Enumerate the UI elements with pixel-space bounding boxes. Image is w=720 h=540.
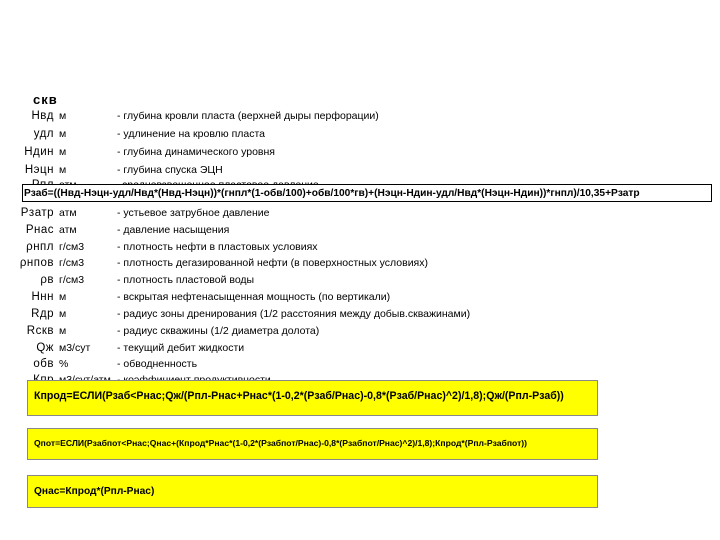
param-symbol: обв — [33, 358, 54, 370]
param-row-rho-v — [0, 272, 720, 289]
param-unit: м — [59, 110, 67, 122]
param-row-qzh — [0, 340, 720, 357]
param-unit: атм — [59, 224, 77, 236]
param-symbol: ρнпов — [19, 257, 54, 269]
param-symbol: ρнпл — [26, 241, 54, 253]
param-description: - глубина кровли пласта (верхней дыры перфорации) — [117, 110, 379, 122]
param-symbol: Рзатр — [20, 207, 54, 219]
param-row-obv — [0, 356, 720, 373]
param-row-rzatr — [0, 205, 720, 222]
param-symbol: Rскв — [26, 325, 54, 337]
param-unit: г/см3 — [59, 257, 85, 269]
formula-pzab: Рзаб=((Нвд-Нэцн-удл/Нвд*(Нвд-Нэцн))*(гнпл*(1-обв/100)+обв/100*гв)+(Нэцн-Ндин-удл/Нвд*(Нэцн-Ндин))*гнпл)/10,35+Рзатр — [22, 184, 712, 202]
param-description: - радиус скважины (1/2 диаметра долота) — [117, 325, 320, 337]
param-unit: м — [59, 146, 67, 158]
param-row-nnn — [0, 289, 720, 306]
param-unit: г/см3 — [59, 241, 85, 253]
param-symbol: Qж — [36, 342, 54, 354]
header-label: скв — [33, 92, 58, 107]
param-description: - плотность пластовой воды — [117, 274, 255, 286]
param-row-rho-npov — [0, 255, 720, 272]
param-description: - удлинение на кровлю пласта — [117, 128, 266, 140]
param-row-nvd — [0, 108, 720, 125]
param-unit: м — [59, 291, 67, 303]
param-symbol: Ннн — [31, 291, 54, 303]
param-unit: г/см3 — [59, 274, 85, 286]
param-symbol: Рнас — [25, 224, 54, 236]
param-row-ndin — [0, 144, 720, 161]
param-description: - текущий дебит жидкости — [117, 342, 245, 354]
param-symbol: Rдр — [31, 308, 54, 320]
param-unit: м — [59, 128, 67, 140]
param-row-udl — [0, 126, 720, 143]
param-description: - плотность нефти в пластовых условиях — [117, 241, 318, 253]
param-description: - устьевое затрубное давление — [117, 207, 270, 219]
param-row-rnas — [0, 222, 720, 239]
formula-qpot-box: Qпот=ЕСЛИ(Рзабпот<Рнас;Qнас+(Кпрод*Рнас*(1-0,2*(Рзабпот/Рнас)-0,8*(Рзабпот/Рнас)^2)/1,8);Кпрод*(Рпл-Рзабпот)) — [27, 428, 598, 460]
param-unit: м — [59, 164, 67, 176]
param-description: - глубина динамического уровня — [117, 146, 275, 158]
param-description: - обводненность — [117, 358, 198, 370]
param-unit: м — [59, 308, 67, 320]
param-unit: м — [59, 325, 67, 337]
param-description: - плотность дегазированной нефти (в поверхностных условиях) — [117, 257, 428, 269]
param-row-rdr — [0, 306, 720, 323]
param-description: - давление насыщения — [117, 224, 230, 236]
formula-qnas-box: Qнас=Кпрод*(Рпл-Рнас) — [27, 475, 598, 508]
param-symbol: ρв — [40, 274, 54, 286]
param-symbol: удл — [33, 128, 54, 140]
param-description: - радиус зоны дренирования (1/2 расстояния между добыв.скважинами) — [117, 308, 471, 320]
param-unit: м3/сут — [59, 342, 91, 354]
param-description: - вскрытая нефтенасыщенная мощность (по вертикали) — [117, 291, 391, 303]
param-symbol: Нвд — [31, 110, 54, 122]
param-unit: % — [59, 358, 69, 370]
param-symbol: Ндин — [24, 146, 54, 158]
param-symbol: Нэцн — [24, 164, 54, 176]
param-description: - глубина спуска ЭЦН — [117, 164, 223, 176]
param-unit: атм — [59, 207, 77, 219]
formula-kprod-box: Кпрод=ЕСЛИ(Рзаб<Рнас;Qж/(Рпл-Рнас+Рнас*(1-0,2*(Рзаб/Рнас)-0,8*(Рзаб/Рнас)^2)/1,8);Qж/(Рпл-Рзаб)) — [27, 380, 598, 416]
param-row-rskv — [0, 323, 720, 340]
param-row-rho-npl — [0, 239, 720, 256]
